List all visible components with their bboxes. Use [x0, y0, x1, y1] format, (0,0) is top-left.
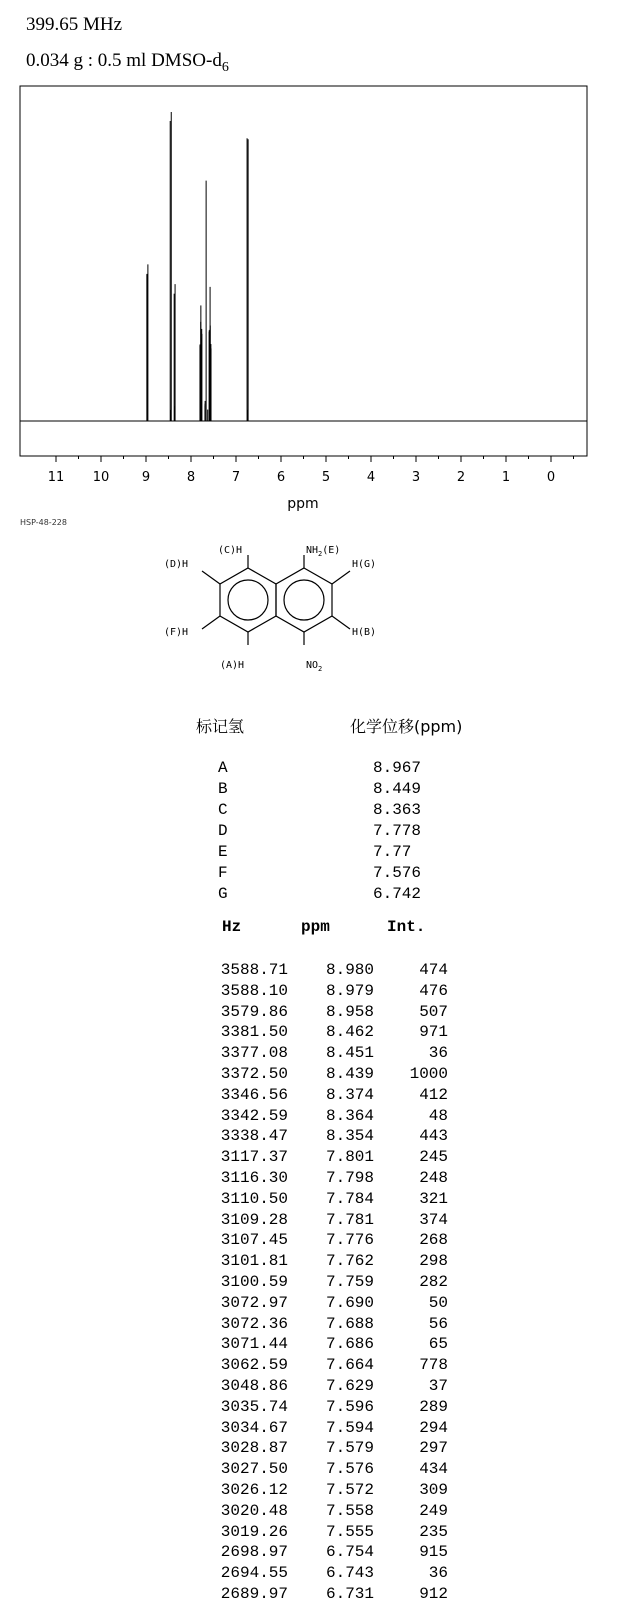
peak-hz: 3579.86 — [220, 1002, 288, 1021]
peak-ppm: 7.558 — [325, 1501, 374, 1520]
assignment-row — [218, 779, 421, 800]
assignment-shift: 6.742 — [373, 885, 422, 903]
peak-ppm: 8.980 — [325, 961, 374, 979]
peak-ppm: 6.743 — [325, 1564, 374, 1583]
header-hz: Hz — [222, 918, 242, 936]
x-tick-label: 5 — [321, 470, 331, 485]
peak-int: 294 — [419, 1418, 448, 1437]
peak-ppm: 7.781 — [325, 1210, 374, 1229]
peak-ppm: 8.439 — [325, 1064, 374, 1083]
peak-row — [210, 1064, 448, 1085]
assignment-row — [218, 800, 421, 821]
tick-group — [48, 456, 574, 485]
peak-row — [210, 1584, 448, 1605]
peak-row — [210, 1334, 448, 1355]
peak-row — [210, 1272, 448, 1293]
peak-hz: 3101.81 — [220, 1252, 288, 1271]
peak-table-header — [0, 918, 626, 940]
no2-text: NO — [306, 660, 319, 671]
peak-hz: 2694.55 — [220, 1564, 288, 1583]
nh2-label: (E) — [322, 545, 341, 556]
header-int: Int. — [387, 918, 426, 936]
x-axis-label: ppm — [287, 496, 319, 512]
peak-ppm: 8.374 — [325, 1085, 374, 1104]
peak-hz: 3107.45 — [220, 1231, 288, 1250]
peak-int: 474 — [419, 961, 448, 979]
peak-int: 778 — [419, 1356, 448, 1375]
assignment-shift: 7.778 — [373, 822, 422, 840]
peak-hz: 3062.59 — [220, 1356, 288, 1375]
x-tick-label: 8 — [186, 470, 196, 485]
peak-hz: 2689.97 — [220, 1584, 288, 1603]
peak-hz: 3346.56 — [220, 1085, 288, 1104]
label-h-g: H(G) — [352, 559, 377, 570]
assignment-header-label: 标记氢 — [196, 717, 245, 736]
no2-subscript: 2 — [318, 665, 323, 673]
peak-int: 971 — [419, 1023, 448, 1042]
peak-row — [210, 1043, 448, 1064]
peak-ppm: 7.555 — [325, 1522, 374, 1541]
peak-row — [210, 1376, 448, 1397]
peak-ppm: 7.664 — [325, 1356, 374, 1375]
x-tick-label: 3 — [411, 470, 421, 485]
peak-ppm: 7.686 — [325, 1335, 374, 1354]
peak-int: 1000 — [409, 1064, 448, 1083]
peak-int: 245 — [419, 1148, 448, 1167]
peak-ppm: 7.576 — [325, 1460, 374, 1479]
peak-row — [210, 1230, 448, 1251]
assignment-label: E — [218, 843, 228, 861]
peak-ppm: 6.731 — [325, 1584, 374, 1603]
peak-row — [210, 1438, 448, 1459]
peak-int: 374 — [419, 1210, 448, 1229]
assignment-shift: 7.77 — [373, 843, 412, 861]
assignment-label: B — [218, 780, 228, 798]
peak-ppm: 7.594 — [325, 1418, 374, 1437]
peak-table — [210, 960, 448, 1605]
peak-hz: 3372.50 — [220, 1064, 288, 1083]
peak-group — [147, 112, 248, 421]
peak-ppm: 7.759 — [325, 1272, 374, 1291]
assignment-label: F — [218, 864, 228, 882]
peak-ppm: 7.798 — [325, 1168, 374, 1187]
peak-hz: 3381.50 — [220, 1023, 288, 1042]
assignment-label: D — [218, 822, 228, 840]
peak-ppm: 7.596 — [325, 1397, 374, 1416]
peak-hz: 3027.50 — [220, 1460, 288, 1479]
peak-int: 56 — [428, 1314, 448, 1333]
peak-row — [210, 1480, 448, 1501]
x-tick-label: 4 — [366, 470, 376, 485]
peak-row — [210, 1418, 448, 1439]
peak-row — [210, 1126, 448, 1147]
peak-hz: 3377.08 — [220, 1044, 288, 1063]
label-d-h: (D)H — [164, 559, 189, 570]
peak-row — [210, 1106, 448, 1127]
assignment-row — [218, 842, 421, 863]
label-c-h: (C)H — [218, 545, 243, 556]
peak-int: 507 — [419, 1002, 448, 1021]
peak-row — [210, 1251, 448, 1272]
peak-int: 249 — [419, 1501, 448, 1520]
peak-hz: 3026.12 — [220, 1480, 288, 1499]
peak-hz: 3110.50 — [220, 1189, 288, 1208]
peak-row — [210, 981, 448, 1002]
peak-row — [210, 1542, 448, 1563]
peak-int: 443 — [419, 1127, 448, 1146]
plot-frame — [20, 86, 587, 456]
peak-int: 915 — [419, 1543, 448, 1562]
molecule-structure — [150, 535, 480, 680]
header-ppm: ppm — [301, 918, 330, 936]
peak-int: 476 — [419, 981, 448, 1000]
peak-row — [210, 960, 448, 981]
peak-hz: 3020.48 — [220, 1501, 288, 1520]
sample-subscript: 6 — [221, 59, 229, 75]
peak-ppm: 7.762 — [325, 1252, 374, 1271]
peak-row — [210, 1189, 448, 1210]
peak-row — [210, 1147, 448, 1168]
peak-hz: 3588.71 — [220, 961, 288, 979]
peak-int: 65 — [428, 1335, 448, 1354]
peak-row — [210, 1355, 448, 1376]
spectrometer-frequency: 399.65 MHz — [26, 14, 123, 35]
peak-ppm: 8.979 — [325, 981, 374, 1000]
peak-hz: 3019.26 — [220, 1522, 288, 1541]
assignment-label: G — [218, 885, 228, 903]
peak-int: 248 — [419, 1168, 448, 1187]
ring-bonds — [202, 555, 350, 645]
x-tick-label: 1 — [501, 470, 511, 485]
peak-ppm: 8.451 — [325, 1044, 374, 1063]
peak-ppm: 7.776 — [325, 1231, 374, 1250]
label-f-h: (F)H — [164, 627, 189, 638]
peak-int: 48 — [428, 1106, 448, 1125]
peak-int: 282 — [419, 1272, 448, 1291]
peak-hz: 2698.97 — [220, 1543, 288, 1562]
peak-hz: 3072.97 — [220, 1293, 288, 1312]
assignment-row — [218, 821, 421, 842]
peak-row — [210, 1501, 448, 1522]
peak-row — [210, 1168, 448, 1189]
label-no2 — [306, 660, 322, 673]
peak-ppm: 7.688 — [325, 1314, 374, 1333]
peak-ppm: 8.354 — [325, 1127, 374, 1146]
x-tick-label: 2 — [456, 470, 466, 485]
peak-hz: 3100.59 — [220, 1272, 288, 1291]
assignment-row — [218, 758, 421, 779]
peak-int: 235 — [419, 1522, 448, 1541]
peak-row — [210, 1002, 448, 1023]
peak-hz: 3116.30 — [220, 1168, 288, 1187]
assignment-shift: 8.967 — [373, 759, 422, 777]
assignment-shift: 8.449 — [373, 780, 422, 798]
peak-hz: 3109.28 — [220, 1210, 288, 1229]
peak-hz: 3117.37 — [220, 1148, 288, 1167]
nmr-spectrum — [0, 0, 626, 520]
peak-row — [210, 1459, 448, 1480]
peak-ppm: 8.364 — [325, 1106, 374, 1125]
sample-text: 0.034 g : 0.5 ml DMSO-d — [26, 50, 222, 71]
assignment-row — [218, 884, 421, 905]
nh2-text: NH — [306, 545, 319, 556]
peak-hz: 3034.67 — [220, 1418, 288, 1437]
peak-ppm: 7.572 — [325, 1480, 374, 1499]
x-tick-label: 6 — [276, 470, 286, 485]
peak-hz: 3588.10 — [220, 981, 288, 1000]
spectrum-code: HSP-48-228 — [20, 518, 67, 527]
peak-hz: 3028.87 — [220, 1439, 288, 1458]
peak-row — [210, 1314, 448, 1335]
peak-hz: 3342.59 — [220, 1106, 288, 1125]
peak-int: 50 — [428, 1293, 448, 1312]
peak-int: 297 — [419, 1439, 448, 1458]
x-tick-label: 7 — [231, 470, 241, 485]
assignment-label: A — [218, 759, 228, 777]
peak-row — [210, 1397, 448, 1418]
peak-hz: 3035.74 — [220, 1397, 288, 1416]
nh2-subscript: 2 — [318, 550, 323, 558]
peak-hz: 3338.47 — [220, 1127, 288, 1146]
assignment-header-shift: 化学位移(ppm) — [350, 717, 463, 736]
assignment-shift: 8.363 — [373, 801, 422, 819]
peak-ppm: 7.801 — [325, 1148, 374, 1167]
label-h-b: H(B) — [352, 627, 377, 638]
x-tick-label: 0 — [546, 470, 556, 485]
assignment-shift: 7.576 — [373, 864, 422, 882]
peak-int: 321 — [419, 1189, 448, 1208]
peak-int: 268 — [419, 1231, 448, 1250]
peak-int: 36 — [428, 1044, 448, 1063]
assignment-table — [218, 758, 421, 905]
peak-int: 289 — [419, 1397, 448, 1416]
peak-int: 434 — [419, 1460, 448, 1479]
peak-ppm: 7.690 — [325, 1293, 374, 1312]
peak-row — [210, 1022, 448, 1043]
x-tick-label: 11 — [47, 470, 65, 485]
peak-int: 37 — [428, 1376, 448, 1395]
peak-row — [210, 1563, 448, 1584]
peak-ppm: 7.579 — [325, 1439, 374, 1458]
assignment-row — [218, 863, 421, 884]
peak-row — [210, 1210, 448, 1231]
peak-int: 912 — [419, 1584, 448, 1603]
peak-row — [210, 1522, 448, 1543]
x-tick-label: 9 — [141, 470, 151, 485]
peak-int: 412 — [419, 1085, 448, 1104]
assignment-label: C — [218, 801, 228, 819]
peak-row — [210, 1085, 448, 1106]
peak-row — [210, 1293, 448, 1314]
peak-ppm: 7.784 — [325, 1189, 374, 1208]
peak-int: 298 — [419, 1252, 448, 1271]
peak-hz: 3071.44 — [220, 1335, 288, 1354]
peak-ppm: 6.754 — [325, 1543, 374, 1562]
peak-ppm: 8.958 — [325, 1002, 374, 1021]
peak-int: 309 — [419, 1480, 448, 1499]
label-a-h: (A)H — [220, 660, 245, 671]
x-tick-label: 10 — [92, 470, 110, 485]
peak-int: 36 — [428, 1564, 448, 1583]
peak-hz: 3048.86 — [220, 1376, 288, 1395]
label-nh2 — [306, 545, 340, 558]
peak-ppm: 8.462 — [325, 1023, 374, 1042]
peak-hz: 3072.36 — [220, 1314, 288, 1333]
peak-ppm: 7.629 — [325, 1376, 374, 1395]
